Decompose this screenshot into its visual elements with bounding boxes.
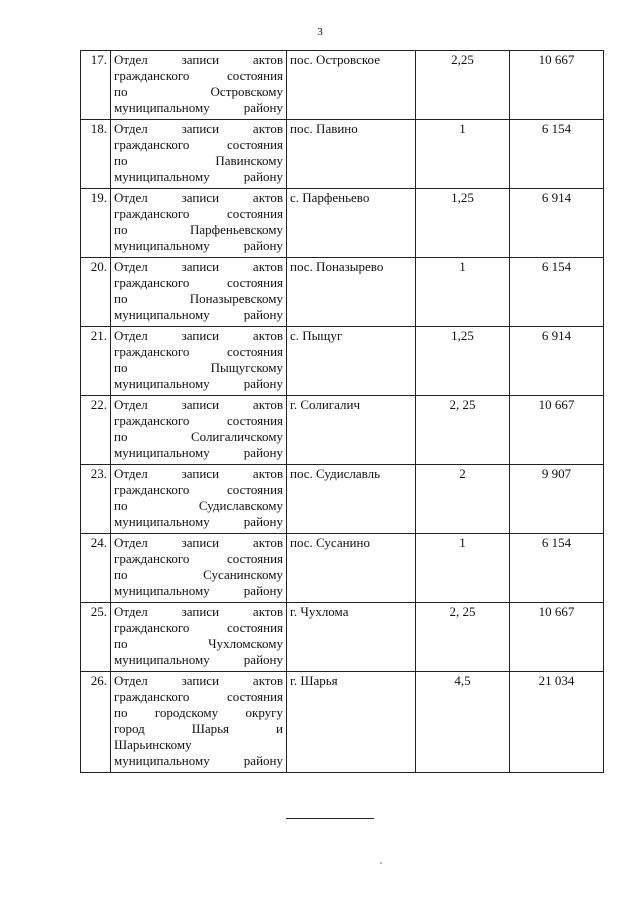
office-name [111, 51, 287, 120]
office-name [111, 672, 287, 773]
row-number: 22. [81, 396, 111, 465]
office-name-line: Отдел записи актов [114, 535, 283, 550]
office-name-line: Отдел записи актов [114, 397, 283, 412]
amount: 10 667 [510, 51, 604, 120]
office-name-line: по городскому округу [114, 705, 283, 720]
office-name [111, 189, 287, 258]
staff-rate: 2 [416, 465, 510, 534]
office-location: с. Пыщуг [287, 327, 416, 396]
office-location: г. Солигалич [287, 396, 416, 465]
staff-rate: 1,25 [416, 327, 510, 396]
table-row [81, 603, 604, 672]
amount: 10 667 [510, 396, 604, 465]
office-name [111, 465, 287, 534]
stray-mark [380, 862, 382, 864]
office-name-line: Отдел записи актов [114, 190, 283, 205]
office-name-line: Отдел записи актов [114, 604, 283, 619]
office-location: пос. Павино [287, 120, 416, 189]
table-row [81, 465, 604, 534]
table-row [81, 672, 604, 773]
row-number: 18. [81, 120, 111, 189]
office-name [111, 120, 287, 189]
office-name [111, 603, 287, 672]
office-name-line: муниципальному району [114, 100, 283, 115]
office-name-line: Отдел записи актов [114, 673, 283, 688]
office-location: г. Чухлома [287, 603, 416, 672]
office-name-line: по Поназыревскому [114, 291, 283, 306]
amount: 6 154 [510, 258, 604, 327]
amount: 6 154 [510, 534, 604, 603]
table-row [81, 120, 604, 189]
office-name [111, 327, 287, 396]
office-name-line: муниципальному району [114, 376, 283, 391]
row-number: 21. [81, 327, 111, 396]
row-number: 19. [81, 189, 111, 258]
table-body [81, 51, 604, 773]
office-name-line: муниципальному району [114, 307, 283, 322]
office-name-line: по Сусанинскому [114, 567, 283, 582]
office-name-line: гражданского состояния [114, 275, 283, 290]
row-number: 25. [81, 603, 111, 672]
office-name-line: по Чухломскому [114, 636, 283, 651]
office-location: пос. Островское [287, 51, 416, 120]
office-name-line: муниципальному району [114, 514, 283, 529]
page-number: 3 [317, 26, 323, 38]
staff-rate: 2,25 [416, 51, 510, 120]
closing-line [286, 818, 374, 819]
office-name-line: по Островскому [114, 84, 283, 99]
office-name-line: гражданского состояния [114, 482, 283, 497]
office-name-line: гражданского состояния [114, 68, 283, 83]
office-name-line: по Парфеньевскому [114, 222, 283, 237]
office-name [111, 534, 287, 603]
office-name-line: муниципальному району [114, 753, 283, 768]
office-name [111, 396, 287, 465]
office-name-line: по Солигаличскому [114, 429, 283, 444]
table-row [81, 396, 604, 465]
staff-rate: 1,25 [416, 189, 510, 258]
table-row [81, 51, 604, 120]
office-name-line: по Судиславскому [114, 498, 283, 513]
office-name [111, 258, 287, 327]
staff-rate: 2, 25 [416, 396, 510, 465]
office-name-line: муниципальному району [114, 652, 283, 667]
office-name-line: гражданского состояния [114, 551, 283, 566]
table-row [81, 189, 604, 258]
row-number: 20. [81, 258, 111, 327]
amount: 6 154 [510, 120, 604, 189]
amount: 6 914 [510, 189, 604, 258]
office-name-line: Отдел записи актов [114, 466, 283, 481]
office-name-line: Отдел записи актов [114, 52, 283, 67]
row-number: 17. [81, 51, 111, 120]
staff-rate: 1 [416, 258, 510, 327]
office-name-line: гражданского состояния [114, 413, 283, 428]
office-location: пос. Сусанино [287, 534, 416, 603]
table-row [81, 258, 604, 327]
staff-rate: 1 [416, 534, 510, 603]
row-number: 23. [81, 465, 111, 534]
office-name-line: гражданского состояния [114, 206, 283, 221]
office-name-line: по Павинскому [114, 153, 283, 168]
office-name-line: гражданского состояния [114, 689, 283, 704]
office-name-line: гражданского состояния [114, 344, 283, 359]
staff-rate: 1 [416, 120, 510, 189]
office-name-line: город Шарья и [114, 721, 283, 736]
table-row [81, 327, 604, 396]
office-name-line: муниципальному району [114, 169, 283, 184]
row-number: 26. [81, 672, 111, 773]
staff-rate: 2, 25 [416, 603, 510, 672]
office-location: с. Парфеньево [287, 189, 416, 258]
staff-rate: 4,5 [416, 672, 510, 773]
amount: 21 034 [510, 672, 604, 773]
office-location: пос. Поназырево [287, 258, 416, 327]
office-name-line: гражданского состояния [114, 620, 283, 635]
office-name-line: Отдел записи актов [114, 259, 283, 274]
table-row [81, 534, 604, 603]
registry-offices-table [80, 50, 604, 773]
office-location: пос. Судиславль [287, 465, 416, 534]
amount: 10 667 [510, 603, 604, 672]
office-name-line: муниципальному району [114, 238, 283, 253]
amount: 6 914 [510, 327, 604, 396]
office-name-line: Шарьинскому [114, 737, 192, 752]
row-number: 24. [81, 534, 111, 603]
office-name-line: муниципальному району [114, 583, 283, 598]
office-name-line: Отдел записи актов [114, 328, 283, 343]
office-location: г. Шарья [287, 672, 416, 773]
amount: 9 907 [510, 465, 604, 534]
office-name-line: по Пыщугскому [114, 360, 283, 375]
office-name-line: муниципальному району [114, 445, 283, 460]
office-name-line: Отдел записи актов [114, 121, 283, 136]
office-name-line: гражданского состояния [114, 137, 283, 152]
